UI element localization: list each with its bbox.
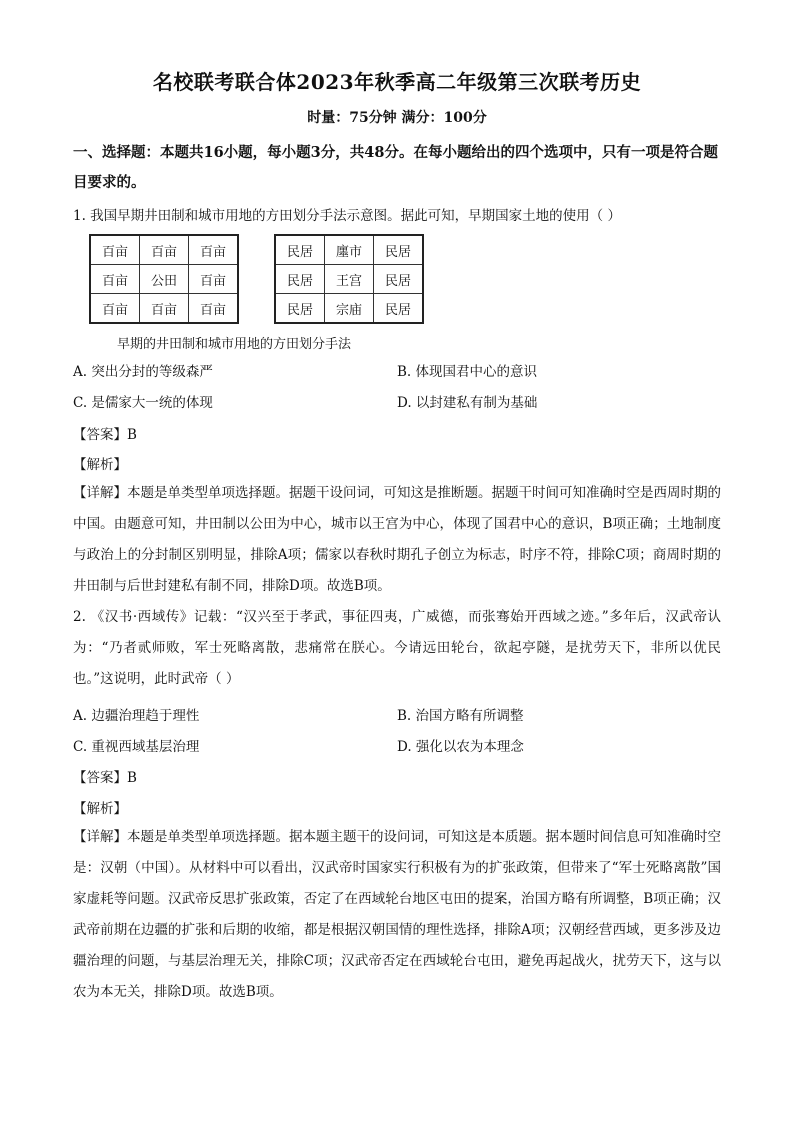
option-d: D. 以封建私有制为基础: [397, 395, 538, 411]
well-field-grid: [89, 234, 239, 324]
grid-cell: 民居: [374, 265, 424, 294]
grid-cell: 廛市: [325, 235, 374, 265]
grid-cell: 王宫: [325, 265, 374, 294]
grid-cell: 宗庙: [325, 294, 374, 324]
grid-cell: 民居: [374, 294, 424, 324]
exam-time-score: 时量：75分钟 满分：100分: [307, 110, 487, 126]
analysis-label: 【解析】: [73, 457, 127, 473]
option-c: C. 是儒家大一统的体现: [73, 395, 213, 411]
option-a: A. 边疆治理趋于理性: [73, 708, 200, 724]
option-a: A. 突出分封的等级森严: [73, 364, 213, 380]
grid-cell: 百亩: [140, 294, 189, 324]
page-title: 名校联考联合体2023年秋季高二年级第三次联考历史: [152, 70, 642, 94]
grid-cell: 民居: [275, 235, 325, 265]
grid-cell: 公田: [140, 265, 189, 294]
grid-cell: 百亩: [90, 294, 140, 324]
question-2-detail: 【详解】本题是单类型单项选择题。据本题主题干的设问词，可知这是本质题。据本题时间信息可知准确时空是：汉朝（中国）。从材料中可以看出，汉武帝时国家实行积极有为的扩张政策，但带来了“军士死略离散”国家虚耗等问题。汉武帝反思扩张政策，否定了在西域轮台地区屯田的提案，治国方略有所调整，B项正确；汉武帝前期在边疆的扩张和后期的收缩，都是根据汉朝国情的理性选择，排除A项；汉朝经营西域，更多涉及边疆治理的问题，与基层治理无关，排除C项；汉武帝否定在西域轮台屯田，避免再起战火，扰劳天下，这与以农为本无关，排除D项。故选B项。: [73, 829, 721, 1000]
grid-cell: 百亩: [189, 235, 239, 265]
grid-cell: 百亩: [90, 235, 140, 265]
section-heading: 一、选择题：本题共16小题，每小题3分，共48分。在每小题给出的四个选项中，只有一项是符合题目要求的。: [73, 144, 718, 191]
grid-cell: 百亩: [140, 235, 189, 265]
option-b: B. 体现国君中心的意识: [397, 364, 538, 380]
grid-cell: 民居: [275, 294, 325, 324]
option-b: B. 治国方略有所调整: [397, 708, 524, 724]
question-2-stem: 2. 《汉书·西域传》记载：“汉兴至于孝武，事征四夷，广威德，而张骞始开西域之迹。”多年后，汉武帝认为：“乃者贰师败，军士死略离散，悲痛常在朕心。今请远田轮台，欲起亭隧，是扰劳天下，非所以优民也。”这说明，此时武帝（ ）: [73, 609, 721, 687]
grid-cell: 百亩: [189, 265, 239, 294]
city-land-grid: [274, 234, 424, 324]
question-1-detail: 【详解】本题是单类型单项选择题。据题干设问词，可知这是推断题。据题干时间可知准确时空是西周时期的中国。由题意可知，井田制以公田为中心，城市以王宫为中心，体现了国君中心的意识，B项正确；土地制度与政治上的分封制区别明显，排除A项；儒家以春秋时期孔子创立为标志，时序不符，排除C项；商周时期的井田制与后世封建私有制不同，排除D项。故选B项。: [73, 485, 721, 594]
answer-label: 【答案】B: [73, 427, 137, 443]
figure-caption: 早期的井田制和城市用地的方田划分手法: [117, 337, 352, 352]
option-d: D. 强化以农为本理念: [397, 739, 524, 755]
grid-cell: 民居: [275, 265, 325, 294]
grid-cell: 百亩: [189, 294, 239, 324]
answer-label: 【答案】B: [73, 770, 137, 786]
grid-cell: 民居: [374, 235, 424, 265]
question-1-stem: 1. 我国早期井田制和城市用地的方田划分手法示意图。据此可知，早期国家土地的使用（ ）: [73, 208, 621, 224]
grid-cell: 百亩: [90, 265, 140, 294]
analysis-label: 【解析】: [73, 801, 127, 817]
option-c: C. 重视西域基层治理: [73, 739, 200, 755]
